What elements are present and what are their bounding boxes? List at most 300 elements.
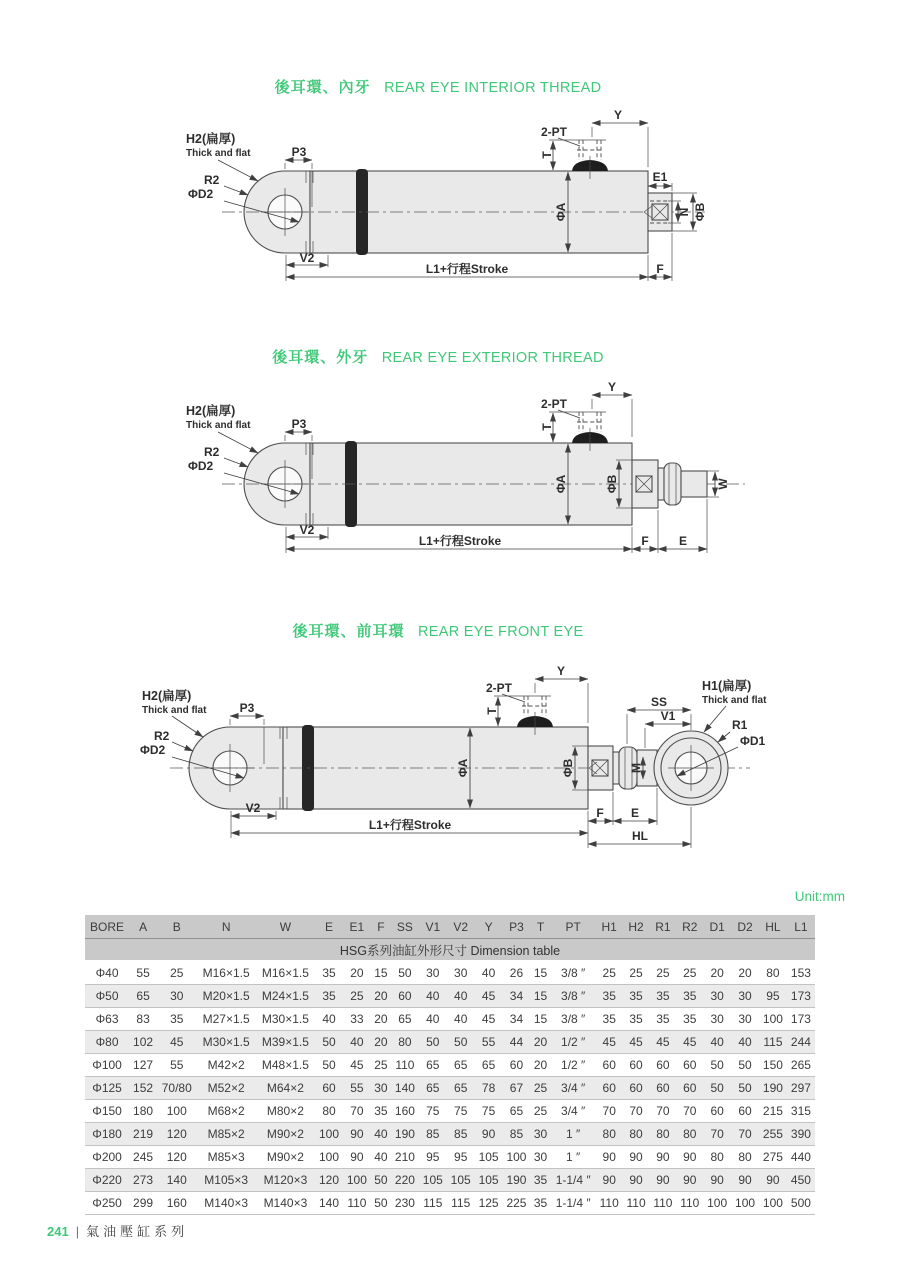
bore-cell: Φ50 (85, 985, 129, 1008)
dim-cell: 20 (530, 1031, 550, 1054)
dim-cell: 80 (596, 1123, 623, 1146)
dim-cell: 60 (391, 985, 419, 1008)
section-title-2-en: REAR EYE EXTERIOR THREAD (381, 350, 604, 366)
dim-cell: 190 (391, 1123, 419, 1146)
dim-cell: 20 (371, 1031, 391, 1054)
dim-cell: 95 (447, 1146, 475, 1169)
dim-cell: 30 (731, 985, 759, 1008)
dim-label-phia: ΦA (554, 202, 568, 222)
dim-cell: 100 (759, 1008, 787, 1031)
dim-cell: 90 (596, 1169, 623, 1192)
dim-cell: 390 (787, 1123, 815, 1146)
dim-cell: 30 (731, 1008, 759, 1031)
dim-cell: 60 (676, 1077, 703, 1100)
bore-cell: Φ150 (85, 1100, 129, 1123)
dim-cell: 25 (157, 961, 197, 985)
dim-label-f: F (596, 806, 604, 820)
dim-cell: M140×3 (256, 1192, 315, 1215)
label-h2: H2(扁厚) (142, 689, 192, 703)
dim-cell: 90 (703, 1169, 731, 1192)
dim-cell: 90 (343, 1123, 371, 1146)
dim-cell: 20 (530, 1054, 550, 1077)
table-columns-row (85, 915, 815, 939)
dim-cell: 273 (129, 1169, 157, 1192)
dimension-table (85, 915, 815, 1215)
dim-cell: 20 (371, 985, 391, 1008)
dim-cell: 70 (623, 1100, 650, 1123)
dim-cell: 90 (649, 1169, 676, 1192)
dim-cell: 70 (703, 1123, 731, 1146)
dim-cell: 90 (475, 1123, 503, 1146)
section-title-1-zh: 後耳環、內牙 (274, 79, 371, 96)
dim-cell: 125 (475, 1192, 503, 1215)
dim-cell: 245 (129, 1146, 157, 1169)
dim-cell: 80 (731, 1146, 759, 1169)
dim-label-ss: SS (650, 695, 668, 709)
dim-cell: 40 (703, 1031, 731, 1054)
section-title-1-en: REAR EYE INTERIOR THREAD (384, 80, 602, 96)
dim-cell: 100 (731, 1192, 759, 1215)
dim-cell: 55 (157, 1054, 197, 1077)
dim-cell: 153 (787, 961, 815, 985)
port-label: 2-PT (486, 681, 513, 695)
dim-cell: 35 (315, 985, 343, 1008)
column-header: R1 (649, 915, 676, 939)
column-header: N (197, 915, 256, 939)
dim-cell: 50 (447, 1031, 475, 1054)
dim-cell: M24×1.5 (256, 985, 315, 1008)
column-header: H2 (623, 915, 650, 939)
dim-cell: 120 (315, 1169, 343, 1192)
dim-cell: 70 (596, 1100, 623, 1123)
page-footer (47, 1221, 188, 1240)
section-title-2-zh: 後耳環、外牙 (272, 349, 369, 366)
dim-cell: 315 (787, 1100, 815, 1123)
dim-cell: 45 (596, 1031, 623, 1054)
dim-cell: 25 (371, 1054, 391, 1077)
dim-cell: M20×1.5 (197, 985, 256, 1008)
dim-cell: 15 (530, 985, 550, 1008)
dim-label-e: E (630, 806, 640, 820)
dim-cell: M48×1.5 (256, 1054, 315, 1077)
dim-cell: 34 (503, 985, 531, 1008)
section-title-2 (0, 346, 876, 367)
dim-cell: 215 (759, 1100, 787, 1123)
dim-cell: 60 (315, 1077, 343, 1100)
dim-cell: 160 (391, 1100, 419, 1123)
dim-cell: 35 (649, 1008, 676, 1031)
dim-cell: 30 (447, 961, 475, 985)
dim-cell: 40 (419, 1008, 447, 1031)
dim-cell: 100 (703, 1192, 731, 1215)
dim-cell: 35 (596, 985, 623, 1008)
dim-cell: 100 (759, 1192, 787, 1215)
dim-cell: 3/8 ″ (551, 985, 596, 1008)
dim-label-phia: ΦA (456, 758, 470, 778)
dim-cell: 50 (703, 1054, 731, 1077)
dim-cell: 90 (623, 1146, 650, 1169)
dim-cell: 30 (703, 985, 731, 1008)
dim-label-v2: V2 (299, 251, 315, 265)
exterior-thread-rod (632, 460, 707, 508)
dim-cell: 50 (731, 1054, 759, 1077)
dim-cell: 45 (157, 1031, 197, 1054)
dim-cell: 90 (676, 1146, 703, 1169)
dim-cell: 110 (676, 1192, 703, 1215)
dim-cell: 44 (503, 1031, 531, 1054)
column-header: H1 (596, 915, 623, 939)
dim-cell: 1 ″ (551, 1146, 596, 1169)
dim-cell: 35 (371, 1100, 391, 1123)
dim-cell: 275 (759, 1146, 787, 1169)
dim-cell: M27×1.5 (197, 1008, 256, 1031)
column-header: T (530, 915, 550, 939)
dim-cell: 50 (419, 1031, 447, 1054)
dim-cell: 60 (623, 1077, 650, 1100)
dim-cell: 35 (596, 1008, 623, 1031)
bore-cell: Φ200 (85, 1146, 129, 1169)
dim-cell: 90 (731, 1169, 759, 1192)
dim-cell: 210 (391, 1146, 419, 1169)
dim-cell: 35 (157, 1008, 197, 1031)
label-h1: H1(扁厚) (702, 679, 752, 693)
dim-cell: 35 (623, 1008, 650, 1031)
dim-cell: 3/8 ″ (551, 1008, 596, 1031)
dim-cell: 75 (447, 1100, 475, 1123)
column-header: R2 (676, 915, 703, 939)
column-header: SS (391, 915, 419, 939)
dim-cell: 35 (530, 1192, 550, 1215)
dim-cell: 40 (371, 1123, 391, 1146)
dim-cell: 80 (391, 1031, 419, 1054)
dim-cell: 30 (419, 961, 447, 985)
dim-cell: 90 (623, 1169, 650, 1192)
dim-cell: 70 (676, 1100, 703, 1123)
dim-label-l1-stroke: L1+行程Stroke (425, 262, 509, 276)
dim-cell: 40 (343, 1031, 371, 1054)
dim-cell: 95 (419, 1146, 447, 1169)
dim-cell: 45 (649, 1031, 676, 1054)
dim-cell: 45 (343, 1054, 371, 1077)
dim-cell: 60 (623, 1054, 650, 1077)
dim-cell: 152 (129, 1077, 157, 1100)
section-title-3-zh: 後耳環、前耳環 (292, 623, 405, 640)
dim-cell: M68×2 (197, 1100, 256, 1123)
dim-cell: 75 (475, 1100, 503, 1123)
dim-cell: 65 (447, 1054, 475, 1077)
dim-cell: 35 (315, 961, 343, 985)
dim-cell: 40 (371, 1146, 391, 1169)
dim-cell: 65 (391, 1008, 419, 1031)
dim-label-e1: E1 (652, 170, 668, 184)
dim-cell: M52×2 (197, 1077, 256, 1100)
dim-cell: M105×3 (197, 1169, 256, 1192)
dim-cell: 80 (703, 1146, 731, 1169)
dim-cell: M85×3 (197, 1146, 256, 1169)
washer (658, 468, 664, 500)
port-label: 2-PT (541, 397, 568, 411)
dim-cell: 60 (676, 1054, 703, 1077)
dim-cell: 220 (391, 1169, 419, 1192)
column-header: D2 (731, 915, 759, 939)
column-header: B (157, 915, 197, 939)
table-row (85, 985, 815, 1008)
dim-cell: 500 (787, 1192, 815, 1215)
dim-cell: 65 (419, 1077, 447, 1100)
dim-cell: 100 (503, 1146, 531, 1169)
section-title-3-en: REAR EYE FRONT EYE (417, 624, 584, 640)
dim-label-l1-stroke: L1+行程Stroke (368, 818, 452, 832)
dim-cell: 244 (787, 1031, 815, 1054)
dim-label-m: M (629, 763, 643, 773)
dim-cell: 265 (787, 1054, 815, 1077)
dim-cell: M120×3 (256, 1169, 315, 1192)
column-header: L1 (787, 915, 815, 939)
dim-cell: 90 (343, 1146, 371, 1169)
label-h2: H2(扁厚) (186, 132, 236, 146)
dim-cell: 55 (475, 1031, 503, 1054)
dim-cell: 40 (447, 985, 475, 1008)
dim-cell: 105 (447, 1169, 475, 1192)
dim-label-n: N (677, 207, 691, 217)
dim-cell: 15 (530, 961, 550, 985)
dim-cell: 65 (419, 1054, 447, 1077)
dim-cell: 1/2 ″ (551, 1054, 596, 1077)
dim-cell: 127 (129, 1054, 157, 1077)
dim-cell: 40 (447, 1008, 475, 1031)
dim-cell: 80 (649, 1123, 676, 1146)
dim-cell: 30 (530, 1123, 550, 1146)
bore-cell: Φ63 (85, 1008, 129, 1031)
dim-cell: 90 (649, 1146, 676, 1169)
label-h2-en: Thick and flat (142, 705, 207, 716)
dim-cell: 80 (315, 1100, 343, 1123)
dim-cell: M30×1.5 (256, 1008, 315, 1031)
dim-cell: 225 (503, 1192, 531, 1215)
table-row (85, 1054, 815, 1077)
dim-cell: 80 (623, 1123, 650, 1146)
dim-cell: 190 (503, 1169, 531, 1192)
dim-label-e: E (678, 534, 688, 548)
table-row (85, 1146, 815, 1169)
dim-cell: 45 (475, 1008, 503, 1031)
dim-cell: 440 (787, 1146, 815, 1169)
dim-cell: 40 (475, 961, 503, 985)
dim-cell: 450 (787, 1169, 815, 1192)
dim-cell: 65 (447, 1077, 475, 1100)
dim-cell: 15 (530, 1008, 550, 1031)
dim-cell: 219 (129, 1123, 157, 1146)
dim-cell: 20 (343, 961, 371, 985)
column-header: HL (759, 915, 787, 939)
dim-cell: 70 (649, 1100, 676, 1123)
label-r2: R2 (204, 173, 220, 187)
dim-cell: 173 (787, 985, 815, 1008)
dim-cell: 110 (623, 1192, 650, 1215)
dim-cell: 15 (371, 961, 391, 985)
dim-cell: 30 (703, 1008, 731, 1031)
dim-cell: 65 (129, 985, 157, 1008)
table-row (85, 1008, 815, 1031)
series-title: 氣油壓缸系列 (86, 1224, 189, 1239)
dim-cell: 35 (676, 1008, 703, 1031)
table-row (85, 1169, 815, 1192)
dim-cell: 1 ″ (551, 1123, 596, 1146)
dim-cell: 25 (530, 1077, 550, 1100)
dim-cell: 105 (475, 1169, 503, 1192)
dim-cell: 65 (475, 1054, 503, 1077)
dim-cell: 160 (157, 1192, 197, 1215)
dim-cell: 102 (129, 1031, 157, 1054)
dim-label-y: Y (607, 380, 617, 394)
dim-cell: 60 (596, 1054, 623, 1077)
dim-cell: M140×3 (197, 1192, 256, 1215)
bore-cell: Φ40 (85, 961, 129, 985)
dim-cell: 70 (731, 1123, 759, 1146)
dim-cell: 45 (623, 1031, 650, 1054)
dim-cell: 100 (157, 1100, 197, 1123)
dim-cell: 50 (391, 961, 419, 985)
dim-cell: 140 (157, 1169, 197, 1192)
dim-cell: 35 (623, 985, 650, 1008)
column-header: W (256, 915, 315, 939)
dim-cell: M39×1.5 (256, 1031, 315, 1054)
dim-cell: 85 (447, 1123, 475, 1146)
dim-cell: 60 (649, 1054, 676, 1077)
rod-nut (664, 463, 681, 505)
section-title-1 (0, 76, 876, 97)
dim-cell: 150 (759, 1054, 787, 1077)
dim-cell: 110 (391, 1054, 419, 1077)
dim-label-t: T (485, 707, 499, 715)
dim-cell: 3/4 ″ (551, 1077, 596, 1100)
table-row (85, 1100, 815, 1123)
dim-cell: 95 (759, 985, 787, 1008)
table-row (85, 961, 815, 985)
dim-label-t: T (540, 151, 554, 159)
dim-cell: 40 (419, 985, 447, 1008)
bore-cell: Φ220 (85, 1169, 129, 1192)
section-title-3 (0, 620, 876, 641)
cylinder-tube (306, 169, 648, 255)
dimension-table-body (85, 961, 815, 1215)
label-h1-en: Thick and flat (702, 695, 767, 706)
dimension-table-wrap (85, 915, 815, 1215)
dim-label-phib: ΦB (561, 758, 575, 778)
dim-label-p3: P3 (291, 417, 307, 431)
dim-label-w: W (716, 478, 730, 490)
footer-divider: | (75, 1224, 80, 1239)
dim-cell: 60 (503, 1054, 531, 1077)
rod-assembly (588, 746, 657, 790)
dim-cell: M80×2 (256, 1100, 315, 1123)
dim-cell: 60 (703, 1100, 731, 1123)
dim-cell: 190 (759, 1077, 787, 1100)
dim-cell: 90 (759, 1169, 787, 1192)
dim-cell: 70 (343, 1100, 371, 1123)
dim-cell: 115 (759, 1031, 787, 1054)
dim-cell: 26 (503, 961, 531, 985)
dim-cell: 50 (371, 1169, 391, 1192)
washer (613, 752, 619, 784)
dim-cell: 34 (503, 1008, 531, 1031)
dim-cell: 3/8 ″ (551, 961, 596, 985)
dim-cell: 78 (475, 1077, 503, 1100)
column-header: V1 (419, 915, 447, 939)
bore-cell: Φ100 (85, 1054, 129, 1077)
table-title-row (85, 939, 815, 962)
dim-cell: M90×2 (256, 1146, 315, 1169)
threaded-rod (681, 471, 707, 497)
label-r1: R1 (732, 718, 748, 732)
dim-cell: 3/4 ″ (551, 1100, 596, 1123)
label-phid2: ΦD2 (188, 459, 214, 473)
label-phid2: ΦD2 (140, 743, 166, 757)
dim-cell: 67 (503, 1077, 531, 1100)
front-eye (654, 731, 728, 805)
dim-cell: 80 (676, 1123, 703, 1146)
unit-label: Unit:mm (794, 889, 845, 904)
dim-cell: 60 (649, 1077, 676, 1100)
label-h2-en: Thick and flat (186, 148, 251, 159)
dim-cell: 55 (343, 1077, 371, 1100)
column-header: D1 (703, 915, 731, 939)
dim-label-v1: V1 (660, 709, 676, 723)
dim-cell: 70/80 (157, 1077, 197, 1100)
dim-cell: 110 (649, 1192, 676, 1215)
table-row (85, 1077, 815, 1100)
dim-label-y: Y (556, 664, 566, 678)
dim-cell: 25 (676, 961, 703, 985)
dim-label-v2: V2 (245, 801, 261, 815)
interior-thread-cap (644, 193, 672, 231)
dim-cell: 90 (596, 1146, 623, 1169)
dim-cell: 33 (343, 1008, 371, 1031)
dim-cell: 120 (157, 1123, 197, 1146)
dim-cell: 40 (315, 1008, 343, 1031)
dim-cell: 140 (315, 1192, 343, 1215)
column-header: E1 (343, 915, 371, 939)
port-label: 2-PT (541, 125, 568, 139)
dim-cell: 25 (343, 985, 371, 1008)
dim-cell: 20 (731, 961, 759, 985)
dim-cell: 90 (676, 1169, 703, 1192)
dim-cell: M85×2 (197, 1123, 256, 1146)
column-header: V2 (447, 915, 475, 939)
dim-cell: 105 (419, 1169, 447, 1192)
dim-cell: 25 (623, 961, 650, 985)
dim-cell: 35 (530, 1169, 550, 1192)
dim-cell: 100 (315, 1146, 343, 1169)
dim-label-t: T (540, 423, 554, 431)
bore-cell: Φ180 (85, 1123, 129, 1146)
dim-cell: 55 (129, 961, 157, 985)
dim-cell: 299 (129, 1192, 157, 1215)
dim-cell: 50 (371, 1192, 391, 1215)
dim-cell: 115 (447, 1192, 475, 1215)
column-header: E (315, 915, 343, 939)
label-h2: H2(扁厚) (186, 404, 236, 418)
dim-cell: 1-1/4 ″ (551, 1192, 596, 1215)
table-row (85, 1192, 815, 1215)
dim-label-l1-stroke: L1+行程Stroke (418, 534, 502, 548)
dim-label-phib: ΦB (693, 202, 707, 222)
dim-cell: 1-1/4 ″ (551, 1169, 596, 1192)
dim-cell: 230 (391, 1192, 419, 1215)
dim-cell: 35 (676, 985, 703, 1008)
page-number: 241 (47, 1224, 69, 1239)
dim-label-p3: P3 (291, 145, 307, 159)
